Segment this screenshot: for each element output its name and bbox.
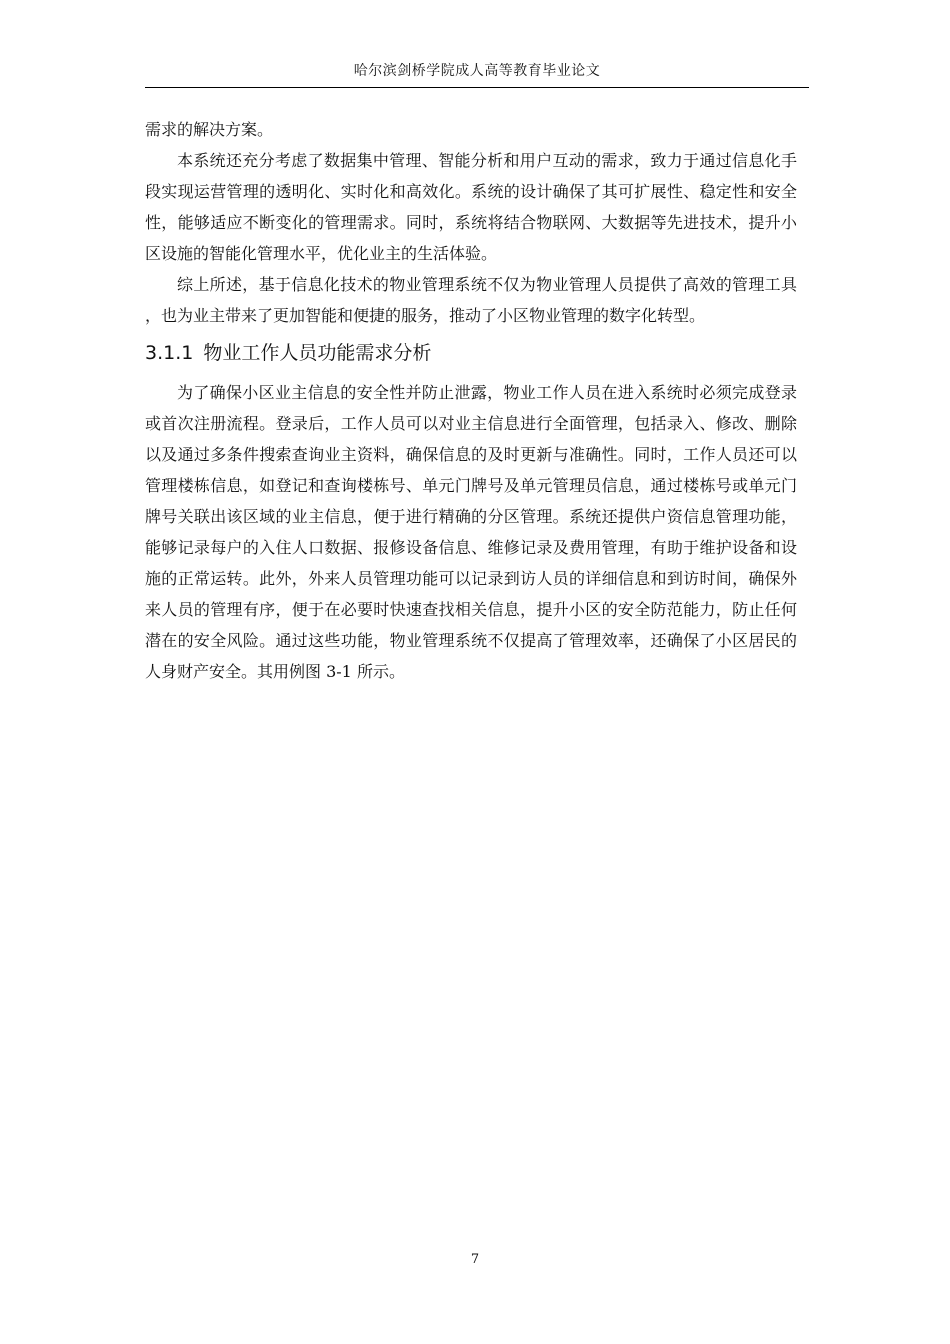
section-title: 物业工作人员功能需求分析 — [203, 342, 432, 364]
running-header: 哈尔滨剑桥学院成人高等教育毕业论文 — [353, 63, 601, 79]
paragraph-system-design: 本系统还充分考虑了数据集中管理、智能分析和用户互动的需求，致力于通过信息化手段实现运营管理的透明化、实时化和高效化。系统的设计确保了其可扩展性、稳定性和安全性，能够适应不断变化的管理需求。同时，系统将结合物联网、大数据等先进技术，提升小区设施的智能化管理水平，优化业主的生活体验。 — [145, 151, 797, 263]
section-heading — [145, 335, 797, 371]
page-number: 7 — [470, 1252, 480, 1267]
page-body — [145, 114, 797, 687]
section-number: 3.1.1 — [145, 342, 194, 364]
paragraph-continuation: 需求的解决方案。 — [145, 120, 274, 139]
paragraph-summary: 综上所述，基于信息化技术的物业管理系统不仅为物业管理人员提供了高效的管理工具，也为业主带来了更加智能和便捷的服务，推动了小区物业管理的数字化转型。 — [145, 275, 797, 325]
paragraph-staff-requirements: 为了确保小区业主信息的安全性并防止泄露，物业工作人员在进入系统时必须完成登录或首次注册流程。登录后，工作人员可以对业主信息进行全面管理，包括录入、修改、删除以及通过多条件搜索查询业主资料，确保信息的及时更新与准确性。同时，工作人员还可以管理楼栋信息，如登记和查询楼栋号、单元门牌号及单元管理员信息，通过楼栋号或单元门牌号关联出该区域的业主信息，便于进行精确的分区管理。系统还提供户资信息管理功能，能够记录每户的入住人口数据、报修设备信息、维修记录及费用管理，有助于维护设备和设施的正常运转。此外，外来人员管理功能可以记录到访人员的详细信息和到访时间，确保外来人员的管理有序，便于在必要时快速查找相关信息，提升小区的安全防范能力，防止任何潜在的安全风险。通过这些功能，物业管理系统不仅提高了管理效率，还确保了小区居民的人身财产安全。其用例图 3-1 所示。 — [145, 383, 797, 681]
header-divider — [145, 87, 809, 88]
